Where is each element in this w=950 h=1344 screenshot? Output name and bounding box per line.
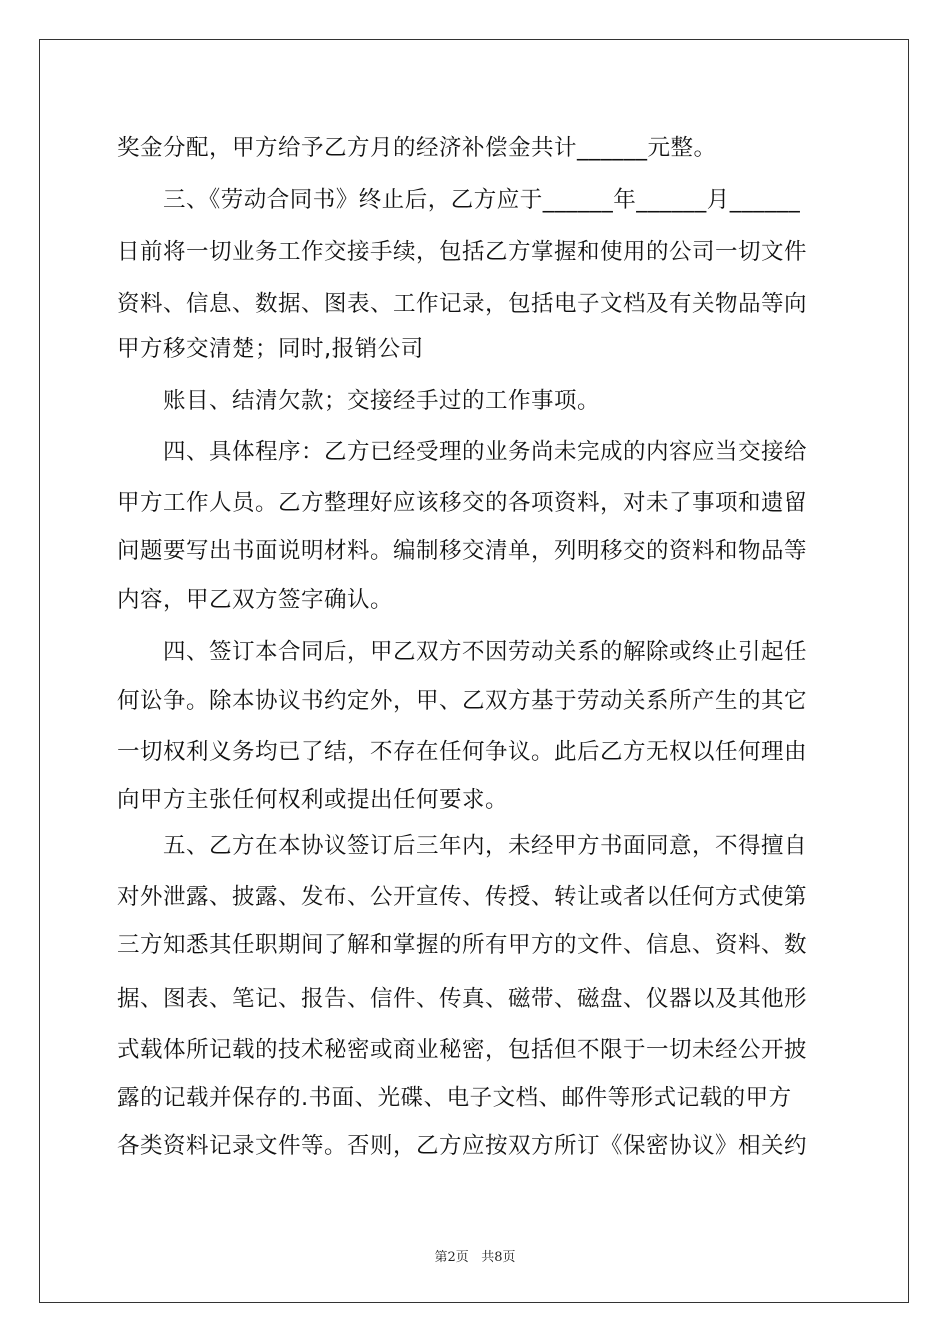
text-line: 四、具体程序：乙方已经受理的业务尚未完成的内容应当交接给 [117,439,808,465]
text-line: 各类资料记录文件等。否则，乙方应按双方所订《保密协议》相关约 [117,1133,808,1159]
text-line: 五、乙方在本协议签订后三年内，未经甲方书面同意，不得擅自 [117,833,808,859]
text-line: 甲方移交清楚；同时,报销公司 [117,336,424,362]
page-border [39,39,909,1303]
text-line: 三、《劳动合同书》终止后，乙方应于______年______月______ [117,187,801,213]
text-line: 奖金分配，甲方给予乙方月的经济补偿金共计______元整。 [117,135,717,161]
text-line: 甲方工作人员。乙方整理好应该移交的各项资料，对未了事项和遗留 [117,490,808,516]
text-line: 对外泄露、披露、发布、公开宣传、传授、转让或者以任何方式使第 [117,884,808,910]
text-line: 式载体所记载的技术秘密或商业秘密，包括但不限于一切未经公开披 [117,1037,808,1063]
page-number: 第2页 [434,1250,469,1265]
text-line: 三方知悉其任职期间了解和掌握的所有甲方的文件、信息、资料、数 [117,932,808,958]
page-footer [0,1246,950,1265]
text-line: 问题要写出书面说明材料。编制移交清单，列明移交的资料和物品等 [117,538,808,564]
page-total: 共8页 [481,1250,516,1265]
text-line: 露的记载并保存的.书面、光碟、电子文档、邮件等形式记载的甲方 [117,1085,792,1111]
text-line: 四、签订本合同后，甲乙双方不因劳动关系的解除或终止引起任 [117,639,808,665]
text-line: 内容，甲乙双方签字确认。 [117,587,394,613]
text-line: 日前将一切业务工作交接手续，包括乙方掌握和使用的公司一切文件 [117,239,808,265]
text-line: 资料、信息、数据、图表、工作记录，包括电子文档及有关物品等向 [117,291,808,317]
text-line: 账目、结清欠款；交接经手过的工作事项。 [117,388,601,414]
text-line: 何讼争。除本协议书约定外，甲、乙双方基于劳动关系所产生的其它 [117,688,808,714]
text-line: 据、图表、笔记、报告、信件、传真、磁带、磁盘、仪器以及其他形 [117,986,808,1012]
text-line: 一切权利义务均已了结，不存在任何争议。此后乙方无权以任何理由 [117,739,808,765]
text-line: 向甲方主张任何权利或提出任何要求。 [117,787,509,813]
